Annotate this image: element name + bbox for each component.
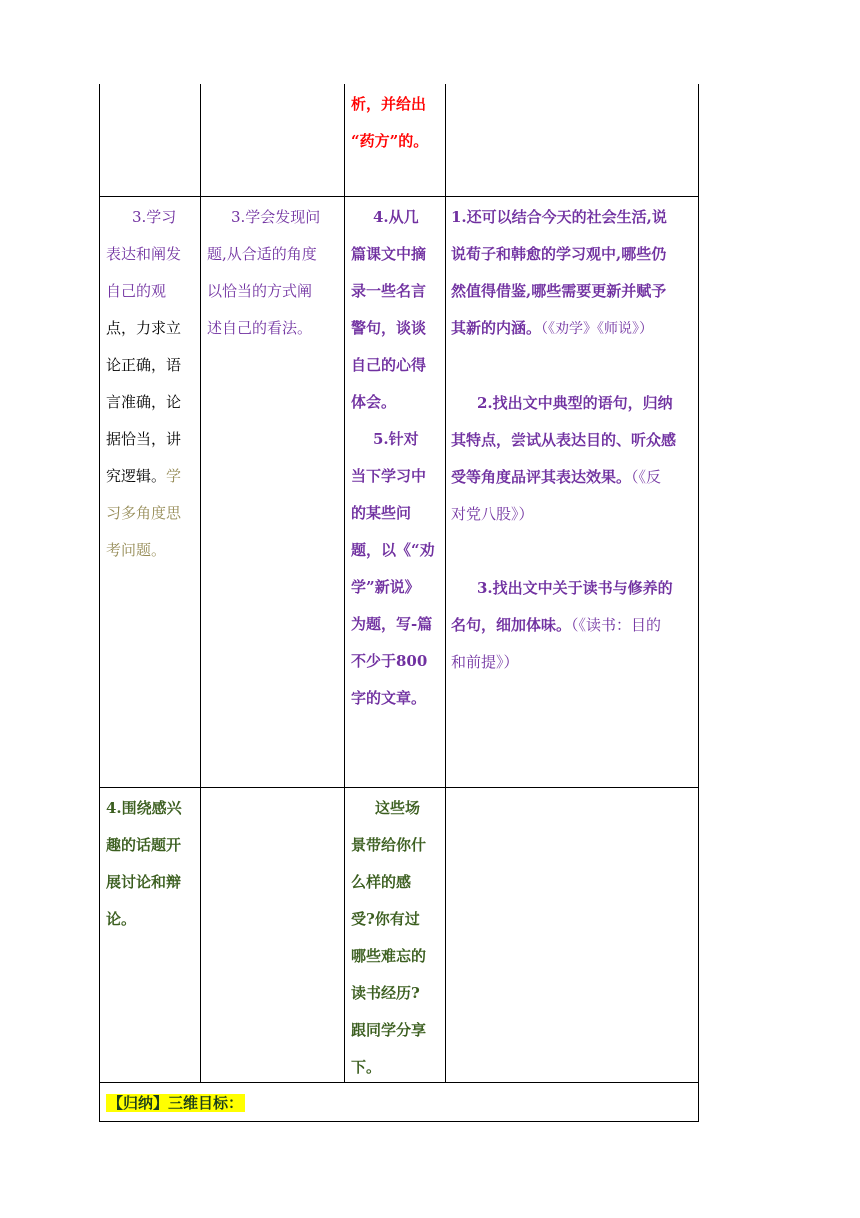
text-line: 体会。 bbox=[351, 393, 397, 411]
text-line: 说荀子和韩愈的学习观中,哪些仍 bbox=[451, 245, 667, 263]
citation: （《反 bbox=[631, 468, 662, 486]
text-line: “药方”的。 bbox=[351, 132, 429, 150]
text-line: 习多角度思 bbox=[106, 504, 182, 522]
text-line: 警句，谈谈 bbox=[351, 319, 427, 337]
row2-col3-task bbox=[351, 199, 443, 717]
text-line: 1.还可以结合今天的社会生活,说 bbox=[451, 208, 667, 226]
text-line: 论正确，语 bbox=[106, 356, 182, 374]
text-line: 以恰当的方式阐 bbox=[207, 282, 313, 300]
summary-row bbox=[106, 1092, 245, 1113]
citation-line: 和前提》） bbox=[451, 653, 519, 671]
row3-col3-task bbox=[351, 790, 443, 1086]
text-line: 考问题。 bbox=[106, 541, 167, 559]
text-line: 趣的话题开 bbox=[106, 836, 182, 854]
text-line bbox=[451, 459, 696, 496]
table-border-right bbox=[698, 84, 699, 1122]
table-border-left bbox=[99, 84, 100, 1122]
row-divider-1 bbox=[99, 196, 699, 197]
text-line: 述自己的看法。 bbox=[207, 319, 313, 337]
text-line bbox=[451, 607, 696, 644]
text-line: 么样的感 bbox=[351, 873, 412, 891]
row2-col2-method bbox=[207, 199, 342, 347]
text-span: 其新的内涵。 bbox=[451, 319, 542, 337]
text-span: 受等角度品评其表达效果。 bbox=[451, 468, 632, 486]
spacer-line bbox=[451, 533, 696, 570]
column-divider-2 bbox=[344, 84, 345, 1083]
text-line: 2.找出文中典型的语句，归纳 bbox=[477, 394, 673, 412]
text-span: 究逻辑。 bbox=[106, 467, 167, 485]
row2-col4-resources bbox=[451, 199, 696, 681]
column-divider-1 bbox=[200, 84, 201, 1083]
text-line: 字的文章。 bbox=[351, 689, 427, 707]
row2-col1-objective bbox=[106, 199, 198, 569]
text-line: 5.针对 bbox=[373, 430, 419, 448]
column-divider-3 bbox=[445, 84, 446, 1083]
text-line: 言准确，论 bbox=[106, 393, 182, 411]
text-line: 跟同学分享 bbox=[351, 1021, 427, 1039]
text-line: 景带给你什 bbox=[351, 836, 427, 854]
text-line: 4.从几 bbox=[373, 208, 419, 226]
citation: （《读书：目的 bbox=[571, 616, 662, 634]
text-line: 3.找出文中关于读书与修养的 bbox=[477, 579, 673, 597]
text-line: 论。 bbox=[106, 910, 137, 928]
text-span: 名句，细加体味。 bbox=[451, 616, 572, 634]
text-line: 其特点，尝试从表达目的、听众感 bbox=[451, 431, 677, 449]
summary-label: 【归纳】三维目标： bbox=[108, 1094, 244, 1112]
text-line: 自己的心得 bbox=[351, 356, 427, 374]
row-divider-2 bbox=[99, 787, 699, 788]
text-line bbox=[451, 310, 696, 348]
text-line: 表达和阐发 bbox=[106, 245, 182, 263]
text-line: 题，以《“劝 bbox=[351, 541, 435, 559]
text-line: 当下学习中 bbox=[351, 467, 427, 485]
text-line: 下。 bbox=[351, 1058, 382, 1076]
text-line: 哪些难忘的 bbox=[351, 947, 427, 965]
citation-line: 对党八股》） bbox=[451, 505, 534, 523]
text-line: 然值得借鉴,哪些需要更新并赋予 bbox=[451, 282, 667, 300]
text-line: 自己的观 bbox=[106, 282, 167, 300]
text-line: 学”新说》 bbox=[351, 578, 420, 596]
text-line: 篇课文中摘 bbox=[351, 245, 427, 263]
text-line: 为题，写-篇 bbox=[351, 615, 433, 633]
table-border-bottom bbox=[99, 1121, 699, 1122]
text-line: 不少于800 bbox=[351, 652, 428, 670]
text-line: 点，力求立 bbox=[106, 319, 182, 337]
text-line: 3.学习 bbox=[132, 208, 177, 226]
text-line: 的某些问 bbox=[351, 504, 412, 522]
text-line: 录一些名言 bbox=[351, 282, 427, 300]
row3-col1-objective bbox=[106, 790, 198, 938]
text-line: 展讨论和辩 bbox=[106, 873, 182, 891]
text-line: 受?你有过 bbox=[351, 910, 420, 928]
text-line: 析，并给出 bbox=[351, 95, 427, 113]
text-line: 这些场 bbox=[375, 799, 421, 817]
text-line: 4.围绕感兴 bbox=[106, 799, 182, 817]
spacer-line bbox=[451, 348, 696, 385]
text-span: 学 bbox=[166, 467, 182, 485]
text-line: 题,从合适的角度 bbox=[207, 245, 317, 263]
text-line: 据恰当，讲 bbox=[106, 430, 182, 448]
text-line bbox=[106, 458, 198, 495]
row1-col3-text bbox=[351, 86, 428, 160]
text-line: 读书经历? bbox=[351, 984, 420, 1002]
citation: （《劝学》《师说》） bbox=[541, 321, 654, 337]
text-line: 3.学会发现问 bbox=[231, 208, 321, 226]
